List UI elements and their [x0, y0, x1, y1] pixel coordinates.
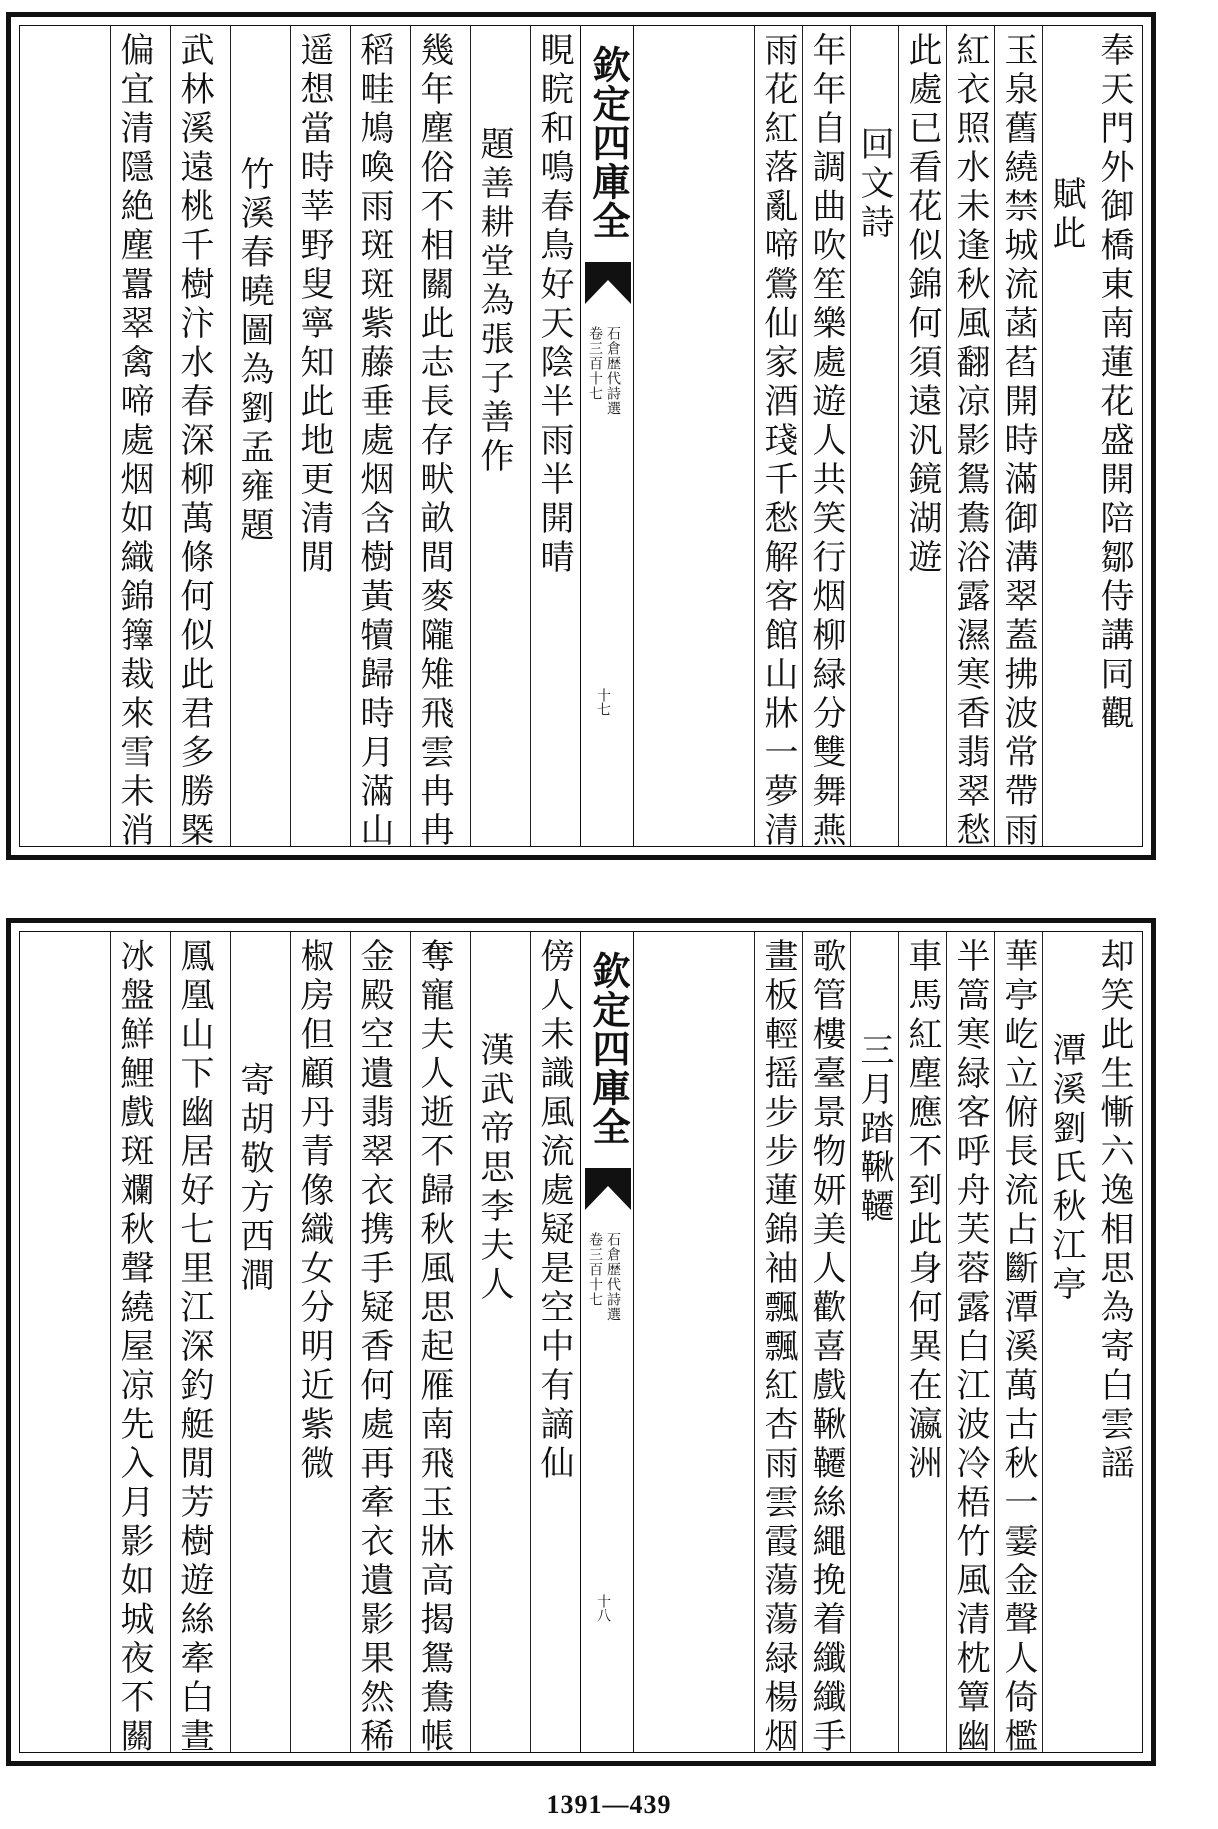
column	[994, 26, 1042, 851]
column-text: 回文詩	[854, 126, 894, 243]
column-text: 傍人未識風流處疑是空中有謫仙	[534, 938, 574, 1484]
column-text: 睍睆和鳴春鳥好天陰半雨半開晴	[534, 32, 574, 578]
column	[110, 26, 158, 851]
column-text: 遥想當時莘野叟寧知此地更清閒	[294, 32, 334, 578]
column-text: 稻畦鳩喚雨斑斑紫藤垂處烟含樹黃犢歸時月滿山	[354, 32, 394, 851]
column-text: 奪寵夫人逝不歸秋風思起雁南飛玉牀高揭鴛鴦帳	[414, 938, 454, 1757]
page-number: 十八	[595, 1594, 611, 1622]
column	[470, 26, 518, 846]
column-text: 金殿空遺翡翠衣携手疑香何處再牽衣遺影果然稀	[354, 938, 394, 1757]
page-number: 十七	[595, 688, 611, 716]
column-text: 冰盤鮮鯉戲斑斕秋聲繞屋凉先入月影如城夜不關	[114, 938, 154, 1757]
column-text: 竹溪春曉圖為劉孟雍題	[234, 156, 274, 546]
column-text: 賦此	[1046, 176, 1086, 254]
column	[802, 26, 850, 851]
column	[850, 26, 898, 846]
center-fold	[580, 932, 634, 1752]
column	[530, 26, 578, 846]
column	[530, 932, 578, 1752]
column-text: 鳳凰山下幽居好七里江深釣艇閒芳樹遊絲牽白晝	[174, 938, 214, 1757]
bottom-page-frame	[19, 931, 1143, 1757]
column-text: 三月踏鞦韆	[854, 1032, 894, 1227]
column-text: 華亭屹立俯長流占斷潭溪萬古秋一霎金聲人倚檻	[998, 938, 1038, 1757]
page-footer-number: 1391—439	[546, 1790, 672, 1819]
volume-label: 卷三百十七	[587, 1232, 603, 1307]
column-text: 寄胡敬方西澗	[234, 1062, 274, 1296]
column-text: 玉泉舊繞禁城流菡萏開時滿御溝翠蓋拂波常帶雨	[998, 32, 1038, 851]
column	[754, 26, 802, 851]
column	[410, 26, 458, 851]
column	[1090, 26, 1138, 846]
column	[350, 26, 398, 851]
column-text: 歌管樓臺景物妍美人歡喜戲鞦韆絲繩挽着纖纖手	[806, 938, 846, 1757]
column	[110, 932, 158, 1757]
column	[802, 932, 850, 1757]
volume-label: 卷三百十七	[587, 326, 603, 401]
column-text: 半篙寒緑客呼舟芙蓉露白江波冷梧竹風清枕簟幽	[950, 938, 990, 1757]
column-text: 却笑此生慚六逸相思為寄白雲謡	[1094, 938, 1134, 1484]
column	[754, 932, 802, 1757]
center-fold	[580, 26, 634, 846]
column	[946, 26, 994, 851]
column	[470, 932, 518, 1752]
book-title: 欽定四庫全	[586, 950, 631, 1146]
book-title: 欽定四庫全	[586, 44, 631, 240]
column-text: 此處已看花似錦何須遠汎鏡湖遊	[902, 32, 942, 578]
column-text: 武林溪遠桃千樹汴水春深柳萬條何似此君多勝槩	[174, 32, 214, 851]
column	[946, 932, 994, 1757]
column	[994, 932, 1042, 1757]
bottom-page	[6, 918, 1156, 1766]
column	[898, 26, 946, 846]
column-text: 幾年塵俗不相關此志長存畎畝間麥隴雉飛雲冉冉	[414, 32, 454, 851]
column	[1042, 932, 1090, 1752]
column	[170, 26, 218, 851]
column-text: 車馬紅塵應不到此身何異在瀛洲	[902, 938, 942, 1484]
column-text: 畫板輕摇步步蓮錦袖飄飄紅杏雨雲霞蕩蕩緑楊烟	[758, 938, 798, 1757]
column-text: 潭溪劉氏秋江亭	[1046, 1032, 1086, 1305]
column-text: 年年自調曲吹笙樂處遊人共笑行烟柳緑分雙舞燕	[806, 32, 846, 851]
column-text: 奉天門外御橋東南蓮花盛開陪鄒侍講同觀	[1094, 32, 1134, 734]
column	[1042, 26, 1090, 846]
column	[350, 932, 398, 1757]
source-title: 石倉歴代詩選	[605, 326, 621, 416]
column-text: 偏宜清隱絶塵囂翠禽啼處烟如織錦籜裁來雪未消	[114, 32, 154, 851]
column-text: 漢武帝思李夫人	[474, 1032, 514, 1305]
column	[290, 932, 338, 1752]
column-text: 椒房但顧丹青像織女分明近紫微	[294, 938, 334, 1484]
column	[170, 932, 218, 1757]
column	[230, 26, 278, 846]
top-page-frame	[19, 25, 1143, 851]
column	[230, 932, 278, 1752]
column-text: 雨花紅落亂啼鶯仙家酒琖千愁解客館山牀一夢清	[758, 32, 798, 851]
column	[898, 932, 946, 1752]
column	[1090, 932, 1138, 1752]
fishtail-mark-icon	[585, 1168, 631, 1210]
column	[850, 932, 898, 1752]
source-title: 石倉歴代詩選	[605, 1232, 621, 1322]
column-text: 紅衣照水未逢秋風翻凉影鴛鴦浴露濕寒香翡翠愁	[950, 32, 990, 851]
column	[290, 26, 338, 846]
top-page	[6, 12, 1156, 860]
column-text: 題善耕堂為張子善作	[474, 126, 514, 477]
fishtail-mark-icon	[585, 262, 631, 304]
column	[410, 932, 458, 1757]
